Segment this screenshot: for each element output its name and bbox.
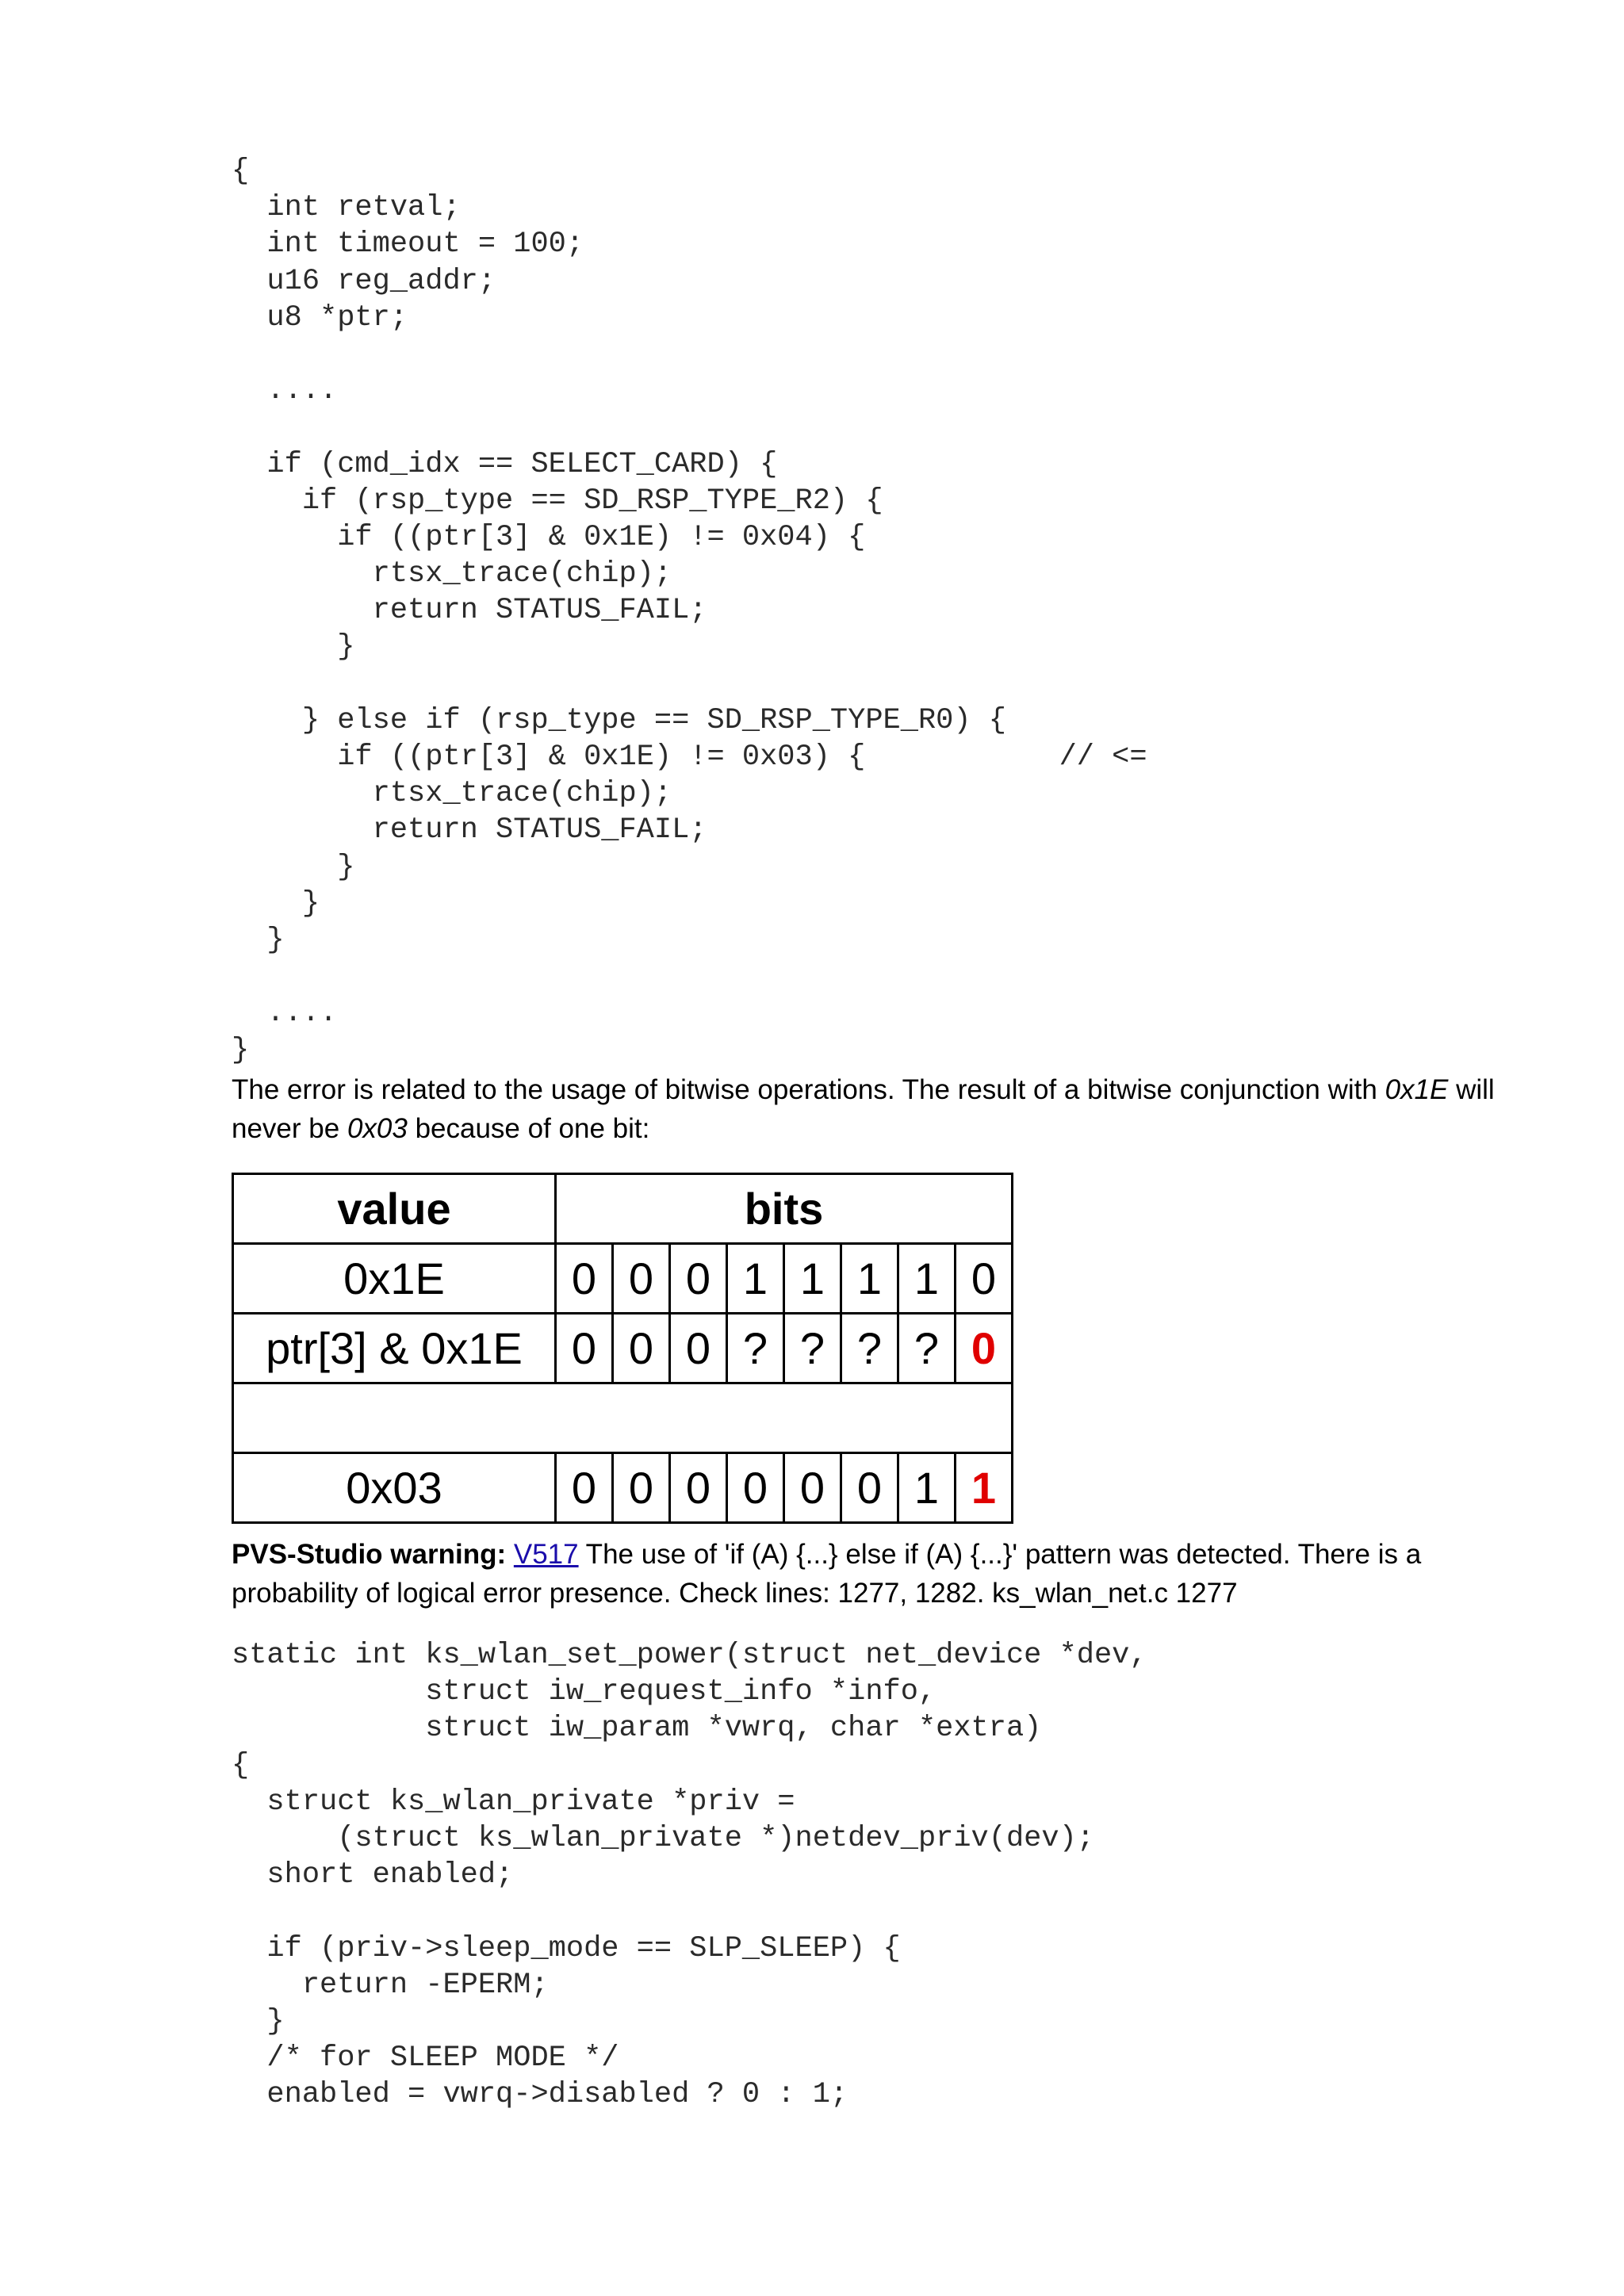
code-line: {: [232, 155, 250, 188]
bit-cell: 1: [841, 1244, 898, 1314]
bit-cell: ?: [898, 1314, 956, 1383]
code-block-top: [232, 153, 1147, 1069]
code-line: [232, 336, 1147, 373]
bit-cell: 0: [613, 1314, 670, 1383]
code-line: }: [232, 886, 320, 920]
bit-cell: 0: [670, 1244, 727, 1314]
code-line: int timeout = 100;: [232, 228, 584, 262]
row-label: 0x03: [233, 1453, 556, 1523]
bit-cell: ?: [841, 1314, 898, 1383]
code-line: return STATUS_FAIL;: [232, 813, 707, 848]
code-line: [232, 1893, 1147, 1930]
paragraph-text: because of one bit:: [407, 1113, 650, 1144]
code-line: if ((ptr[3] & 0x1E) != 0x03) { // <=: [232, 740, 1147, 774]
code-line: return STATUS_FAIL;: [232, 594, 707, 628]
code-line: if (cmd_idx == SELECT_CARD) {: [232, 447, 778, 481]
code-line: {: [232, 1748, 250, 1782]
bit-table-header: [233, 1174, 1013, 1244]
code-line: return -EPERM;: [232, 1968, 549, 2002]
bit-cell: 0: [841, 1453, 898, 1523]
bit-row: [233, 1453, 1013, 1523]
code-line: struct ks_wlan_private *priv =: [232, 1785, 795, 1819]
header-value: value: [233, 1174, 556, 1244]
bit-cell: 0: [613, 1244, 670, 1314]
code-line: }: [232, 630, 355, 664]
code-line: ....: [232, 374, 338, 408]
code-line: short enabled;: [232, 1858, 514, 1892]
code-line: (struct ks_wlan_private *)netdev_priv(dev);: [232, 1821, 1094, 1855]
code-line: }: [232, 923, 285, 957]
code-line: if (priv->sleep_mode == SLP_SLEEP) {: [232, 1931, 901, 1965]
code-line: [232, 959, 1147, 995]
hex-value-0x03: 0x03: [347, 1113, 408, 1144]
header-bits: bits: [556, 1174, 1013, 1244]
bit-cell: 0: [956, 1244, 1013, 1314]
warning-text: The use of 'if (A) {...} else if (A) {...}' pattern was detected. There is a probability of logical error presence. Check lines: 1277, 1282. ks_wlan_net.c 1277: [232, 1539, 1422, 1609]
code-line: u8 *ptr;: [232, 300, 408, 335]
bit-cell: 0: [956, 1314, 1013, 1383]
code-line: int retval;: [232, 191, 461, 225]
code-line: rtsx_trace(chip);: [232, 777, 672, 811]
bit-cell: ?: [727, 1314, 784, 1383]
bit-table: [232, 1173, 1013, 1524]
bit-cell: 0: [670, 1314, 727, 1383]
code-line: rtsx_trace(chip);: [232, 557, 672, 591]
explanation-paragraph: [232, 1070, 1516, 1148]
code-line: /* for SLEEP MODE */: [232, 2042, 619, 2076]
bit-cell: 1: [956, 1453, 1013, 1523]
bit-row: [233, 1244, 1013, 1314]
code-line: }: [232, 1033, 250, 1067]
row-label: 0x1E: [233, 1244, 556, 1314]
code-line: }: [232, 850, 355, 884]
blank-cell: [233, 1383, 1013, 1453]
warning-label: PVS-Studio warning:: [232, 1539, 507, 1570]
code-line: static int ks_wlan_set_power(struct net_device *dev,: [232, 1639, 1147, 1672]
bit-cell: 1: [898, 1244, 956, 1314]
bit-cell: 0: [784, 1453, 841, 1523]
bit-cell: 0: [613, 1453, 670, 1523]
bit-cell: ?: [784, 1314, 841, 1383]
bit-cell: 1: [784, 1244, 841, 1314]
bit-cell: 1: [898, 1453, 956, 1523]
hex-value-0x1e: 0x1E: [1385, 1074, 1449, 1105]
bit-cell: 1: [727, 1244, 784, 1314]
bit-row: [233, 1314, 1013, 1383]
code-line: [232, 409, 1147, 446]
code-line: } else if (rsp_type == SD_RSP_TYPE_R0) {: [232, 703, 1006, 737]
paragraph-text: The error is related to the usage of bitwise operations. The result of a bitwise conjunction with: [232, 1074, 1385, 1105]
code-line: if ((ptr[3] & 0x1E) != 0x04) {: [232, 520, 866, 554]
bit-cell: 0: [727, 1453, 784, 1523]
code-line: ....: [232, 997, 338, 1031]
warning-paragraph: [232, 1535, 1516, 1613]
code-line: if (rsp_type == SD_RSP_TYPE_R2) {: [232, 484, 883, 518]
diagnostic-link-v517[interactable]: V517: [513, 1539, 579, 1570]
blank-row: [233, 1383, 1013, 1453]
bit-cell: 0: [670, 1453, 727, 1523]
paragraph-text: will never be: [232, 1074, 1495, 1144]
code-line: u16 reg_addr;: [232, 264, 496, 298]
code-line: struct iw_param *vwrq, char *extra): [232, 1712, 1042, 1746]
bit-cell: 0: [556, 1244, 613, 1314]
code-block-bottom: [232, 1637, 1147, 2113]
code-line: }: [232, 2004, 285, 2038]
code-line: struct iw_request_info *info,: [232, 1675, 936, 1709]
row-label: ptr[3] & 0x1E: [233, 1314, 556, 1383]
code-line: enabled = vwrq->disabled ? 0 : 1;: [232, 2078, 848, 2112]
code-line: [232, 666, 1147, 702]
bit-cell: 0: [556, 1314, 613, 1383]
bit-cell: 0: [556, 1453, 613, 1523]
